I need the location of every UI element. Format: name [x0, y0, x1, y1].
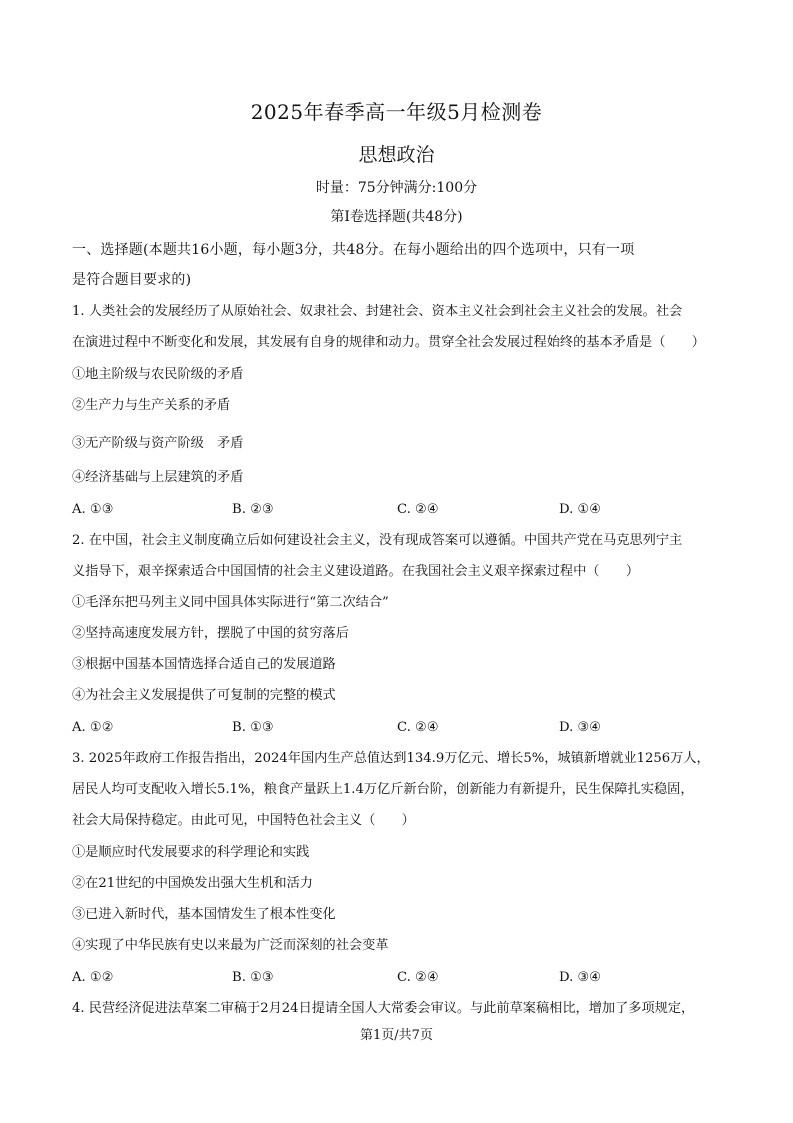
- part-title: 第Ⅰ卷选择题(共48分): [330, 209, 463, 225]
- question-3-item-2: ②在21世纪的中国焕发出强大生机和活力: [72, 876, 313, 891]
- question-3-item-1: ①是顺应时代发展要求的科学理论和实践: [72, 845, 310, 860]
- question-1-item-1: ①地主阶级与农民阶级的矛盾: [72, 367, 244, 382]
- question-3-option-a[interactable]: A. ①②: [72, 970, 114, 985]
- question-1-option-a[interactable]: A. ①③: [72, 502, 114, 517]
- section-instructions-line-2: 是符合题目要求的): [72, 272, 192, 288]
- question-1-option-c[interactable]: C. ②④: [397, 502, 439, 517]
- question-3-option-d[interactable]: D. ③④: [559, 970, 602, 985]
- question-1-options: [72, 500, 732, 520]
- question-2-option-a[interactable]: A. ①②: [72, 720, 114, 735]
- question-3-stem-line-1: 3. 2025年政府工作报告指出，2024年国内生产总值达到134.9万亿元、增长5%，城镇新增就业1256万人，: [72, 751, 710, 766]
- question-1-stem-line-2: 在演进过程中不断变化和发展，其发展有自身的规律和动力。贯穿全社会发展过程始终的基本矛盾是（ ）: [72, 335, 705, 350]
- page-number: 第1页/共7页: [360, 1028, 433, 1043]
- question-2-item-2: ②坚持高速度发展方针，摆脱了中国的贫穷落后: [72, 626, 349, 641]
- question-2-option-b[interactable]: B. ①③: [232, 720, 274, 735]
- exam-time-info: 时量：75分钟满分:100分: [315, 180, 478, 196]
- question-1-item-2: ②生产力与生产关系的矛盾: [72, 398, 231, 413]
- question-1-option-d[interactable]: D. ①④: [559, 502, 602, 517]
- question-1-option-b[interactable]: B. ②③: [232, 502, 274, 517]
- question-2-option-c[interactable]: C. ②④: [397, 720, 439, 735]
- question-2-item-3: ③根据中国基本国情选择合适自己的发展道路: [72, 657, 336, 672]
- question-1-stem-line-1: 1. 人类社会的发展经历了从原始社会、奴隶社会、封建社会、资本主义社会到社会主义社会的发展。社会: [72, 304, 683, 319]
- question-1-item-4: ④经济基础与上层建筑的矛盾: [72, 470, 244, 485]
- subject-title: 思想政治: [358, 144, 435, 166]
- question-2-item-1: ①毛泽东把马列主义同中国具体实际进行“第二次结合”: [72, 595, 389, 610]
- question-1-item-3: ③无产阶级与资产阶级 矛盾: [72, 436, 244, 451]
- question-2-stem-line-1: 2. 在中国，社会主义制度确立后如何建设社会主义，没有现成答案可以遵循。中国共产党在马克思列宁主: [72, 533, 683, 548]
- question-2-stem-line-2: 义指导下，艰辛探索适合中国国情的社会主义建设道路。在我国社会主义艰辛探索过程中（ ）: [72, 564, 640, 579]
- question-3-stem-line-3: 社会大局保持稳定。由此可见，中国特色社会主义（ ）: [72, 813, 415, 828]
- question-3-item-3: ③已进入新时代，基本国情发生了根本性变化: [72, 907, 336, 922]
- question-3-option-c[interactable]: C. ②④: [397, 970, 439, 985]
- question-2-options: [72, 718, 732, 738]
- question-2-item-4: ④为社会主义发展提供了可复制的完整的模式: [72, 688, 336, 703]
- question-3-item-4: ④实现了中华民族有史以来最为广泛而深刻的社会变革: [72, 938, 389, 953]
- question-3-option-b[interactable]: B. ①③: [232, 970, 274, 985]
- exam-title: 2025年春季高一年级5月检测卷: [250, 100, 543, 124]
- question-2-option-d[interactable]: D. ③④: [559, 720, 602, 735]
- section-instructions-line-1: 一、选择题(本题共16小题，每小题3分，共48分。在每小题给出的四个选项中，只有一项: [72, 242, 635, 258]
- question-3-stem-line-2: 居民人均可支配收入增长5.1%，粮食产量跃上1.4万亿斤新台阶，创新能力有新提升，民生保障扎实稳固，: [72, 782, 694, 797]
- question-3-options: [72, 968, 732, 988]
- question-4-stem-line-1: 4. 民营经济促进法草案二审稿于2月24日提请全国人大常委会审议。与此前草案稿相比，增加了多项规定，: [72, 1001, 695, 1016]
